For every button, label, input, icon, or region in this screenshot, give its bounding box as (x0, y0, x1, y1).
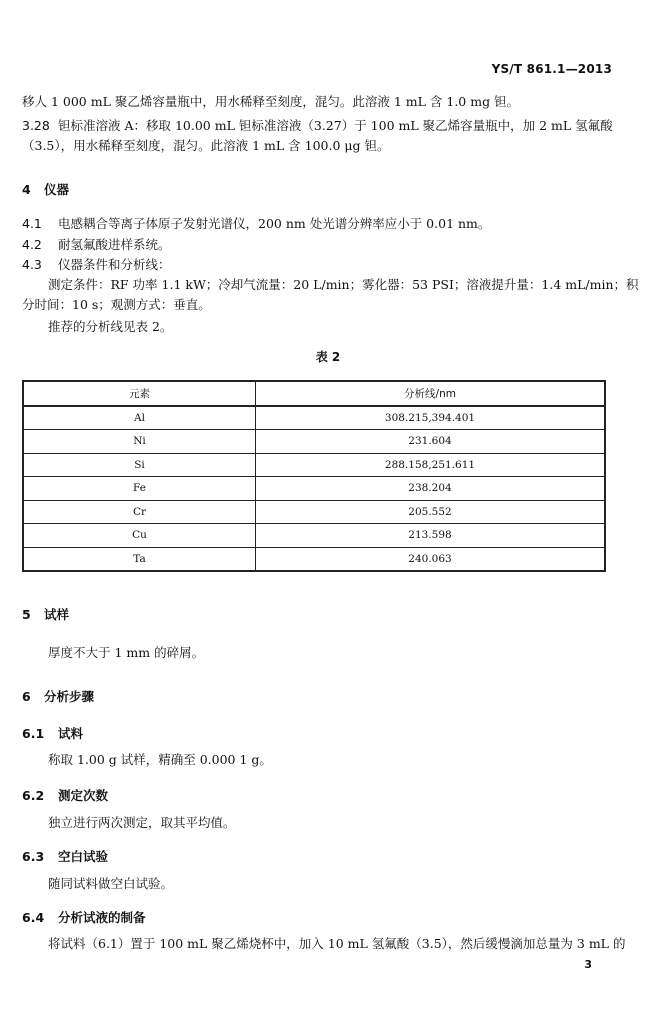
clause-text: 电感耦合等离子体原子发射光谱仪，200 nm 处光谱分辨率应小于 0.01 nm。 (58, 216, 491, 231)
paragraph-continuation: 移人 1 000 mL 聚乙烯容量瓶中，用水稀释至刻度，混匀。此溶液 1 mL 含 1.0 mg 钽。 (22, 94, 520, 109)
table-row (23, 500, 605, 524)
clause-title: 空白试验 (58, 849, 109, 864)
clause-6-1-heading (22, 724, 83, 742)
table-row (23, 453, 605, 477)
wavelength-cell: 231.604 (256, 430, 606, 454)
clause-4-3-line3: 推荐的分析线见表 2。 (48, 319, 173, 334)
clause-4-3-line2: 分时间：10 s；观测方式：垂直。 (22, 297, 211, 312)
clause-4-3-line1: 测定条件：RF 功率 1.1 kW；冷却气流量：20 L/min；雾化器：53 PSI；溶液提升量：1.4 mL/min；积 (48, 277, 639, 292)
clause-title: 仪器条件和分析线： (58, 257, 171, 272)
section-5-heading (22, 605, 69, 623)
section-title: 分析步骤 (44, 689, 95, 704)
element-cell: Al (23, 406, 256, 430)
clause-number: 4.3 (22, 257, 42, 272)
clause-6-1-text: 称取 1.00 g 试样，精确至 0.000 1 g。 (48, 752, 272, 767)
element-cell: Cr (23, 500, 256, 524)
clause-4-2 (22, 237, 171, 253)
clause-3-28-line1 (22, 118, 613, 134)
clause-number: 6.3 (22, 849, 45, 864)
section-title: 试样 (44, 607, 70, 622)
column-header-analysis-line: 分析线/nm (256, 381, 606, 406)
table-caption: 表 2 (315, 350, 341, 364)
clause-6-3-text: 随同试料做空白试验。 (48, 876, 174, 891)
clause-6-2-text: 独立进行两次测定，取其平均值。 (48, 815, 236, 830)
section-5-text: 厚度不大于 1 mm 的碎屑。 (48, 645, 205, 660)
wavelength-cell: 238.204 (256, 477, 606, 501)
section-6-heading (22, 687, 94, 705)
clause-number: 6.1 (22, 726, 45, 741)
table-row (23, 524, 605, 548)
wavelength-cell: 240.063 (256, 547, 606, 571)
table-row (23, 477, 605, 501)
column-header-element: 元素 (23, 381, 256, 406)
clause-title: 测定次数 (58, 788, 109, 803)
section-number: 4 (22, 182, 31, 197)
clause-4-3 (22, 257, 171, 273)
clause-6-2-heading (22, 786, 108, 804)
clause-title: 试料 (58, 726, 84, 741)
table-row (23, 406, 605, 430)
element-cell: Cu (23, 524, 256, 548)
analysis-line-table (22, 380, 606, 572)
section-title: 仪器 (44, 182, 70, 197)
clause-4-1 (22, 216, 490, 232)
clause-3-28-line2: （3.5），用水稀释至刻度，混匀。此溶液 1 mL 含 100.0 μg 钽。 (22, 138, 390, 153)
clause-number: 6.4 (22, 910, 45, 925)
section-4-heading (22, 180, 69, 198)
clause-number: 6.2 (22, 788, 45, 803)
clause-6-3-heading (22, 847, 108, 865)
wavelength-cell: 288.158,251.611 (256, 453, 606, 477)
wavelength-cell: 213.598 (256, 524, 606, 548)
page-number: 3 (584, 958, 592, 971)
clause-6-4-heading (22, 908, 146, 926)
clause-number: 4.2 (22, 237, 42, 252)
clause-text: 钽标准溶液 A：移取 10.00 mL 钽标准溶液（3.27）于 100 mL 聚乙烯容量瓶中，加 2 mL 氢氟酸 (58, 118, 613, 133)
element-cell: Ta (23, 547, 256, 571)
clause-number: 4.1 (22, 216, 42, 231)
element-cell: Ni (23, 430, 256, 454)
section-number: 6 (22, 689, 31, 704)
table-row (23, 430, 605, 454)
wavelength-cell: 308.215,394.401 (256, 406, 606, 430)
clause-6-4-text: 将试料（6.1）置于 100 mL 聚乙烯烧杯中，加入 10 mL 氢氟酸（3.5），然后缓慢滴加总量为 3 mL 的 (48, 936, 626, 951)
section-number: 5 (22, 607, 31, 622)
clause-title: 分析试液的制备 (58, 910, 146, 925)
clause-text: 耐氢氟酸进样系统。 (58, 237, 171, 252)
table-row (23, 547, 605, 571)
table-header-row (23, 381, 605, 406)
clause-number: 3.28 (22, 118, 50, 133)
standard-code: YS/T 861.1—2013 (491, 62, 612, 76)
wavelength-cell: 205.552 (256, 500, 606, 524)
element-cell: Si (23, 453, 256, 477)
element-cell: Fe (23, 477, 256, 501)
